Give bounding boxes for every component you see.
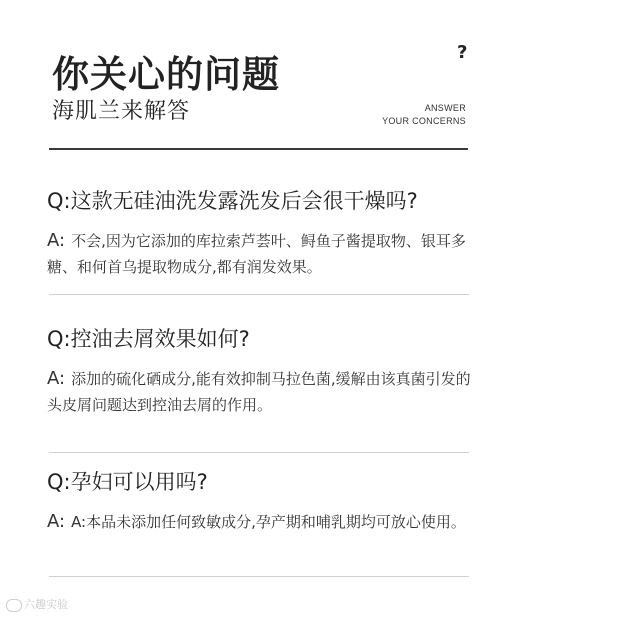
answer-2-text: 添加的硫化硒成分,能有效抑制马拉色菌,缓解由该真菌引发的头皮屑问题达到控油去屑的作用。 — [47, 370, 471, 414]
answer-en-line2: YOUR CONCERNS — [382, 116, 466, 126]
question-3: Q:孕妇可以用吗? — [47, 470, 208, 494]
answer-3-text: A:本品未添加任何致敏成分,孕产期和哺乳期均可放心使用。 — [71, 513, 466, 531]
answer-1 — [47, 228, 479, 280]
qa-item-1 — [47, 186, 479, 280]
answer-en-line1: ANSWER — [424, 103, 466, 113]
qa-item-3 — [47, 467, 479, 535]
faq-panel — [20, 0, 490, 620]
answer-2 — [47, 366, 479, 418]
answer-3 — [47, 509, 479, 535]
qa-item-2 — [47, 324, 479, 418]
answer-3-label: A: — [47, 511, 66, 532]
watermark-logo-icon — [6, 599, 22, 612]
answer-1-text: 不会,因为它添加的库拉索芦荟叶、鲟鱼子酱提取物、银耳多糖、和何首乌提取物成分,都有润发效果。 — [47, 232, 466, 276]
question-1: Q:这款无硅油洗发露洗发后会很干燥吗? — [47, 189, 418, 213]
question-mark-icon: ? — [457, 42, 468, 63]
page-subtitle: 海肌兰来解答 — [52, 99, 191, 124]
answer-1-label: A: — [47, 230, 66, 251]
page-title: 你关心的问题 — [52, 53, 280, 96]
qa-separator-1 — [49, 294, 469, 295]
watermark — [6, 596, 68, 612]
qa-separator-3 — [49, 576, 469, 577]
answer-2-label: A: — [47, 368, 66, 389]
answer-your-concerns-label — [382, 102, 466, 128]
qa-separator-2 — [49, 452, 469, 453]
question-2: Q:控油去屑效果如何? — [47, 327, 250, 351]
watermark-text: 六趣实验 — [24, 598, 68, 611]
header-divider — [49, 148, 468, 150]
